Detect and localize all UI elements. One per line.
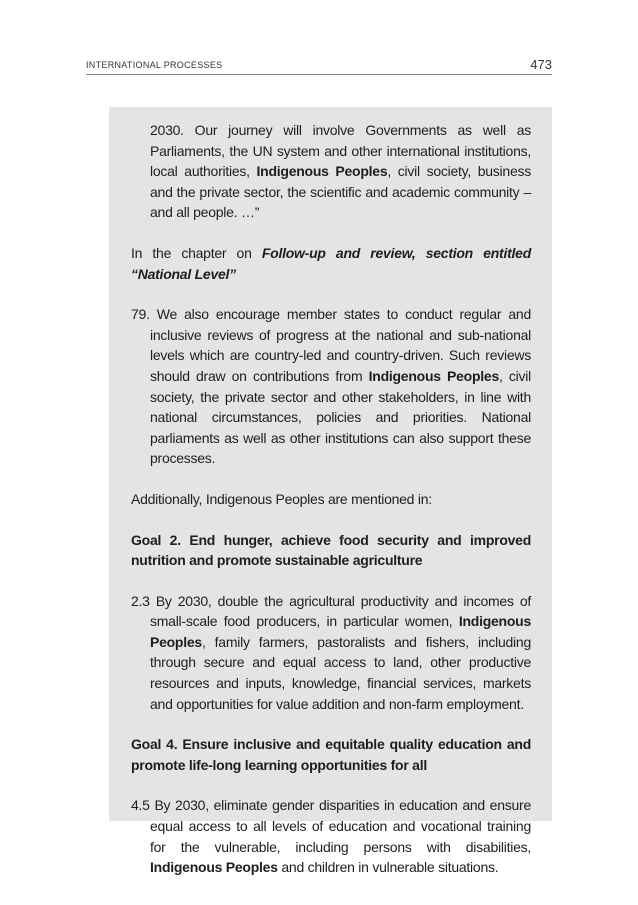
chapter-intro-paragraph [131,243,531,284]
indigenous-peoples-emphasis: Indigenous Peoples [150,613,531,650]
chapter-intro-prefix: In the chapter on [131,244,262,261]
quote-continuation-paragraph [131,120,531,223]
indigenous-peoples-emphasis: Indigenous Peoples [368,367,499,384]
target-4-5-text-1: 4.5 By 2030, eliminate gender disparities in education and ensure equal access to all levels of education and vocational training for the vulnerable, including persons with disabilities, [131,797,531,855]
box-content [131,120,531,878]
additionally-paragraph: Additionally, Indigenous Peoples are mentioned in: [131,490,432,507]
para-79-text-2: , civil society, the private sector and other stakeholders, in line with national circumstances, policies and priorities. National parliaments as well as other institutions can also support these processes. [150,367,531,467]
header-divider [86,74,552,75]
goal-2-heading: Goal 2. End hunger, achieve food security and improved nutrition and promote sustainable agriculture [131,531,531,569]
running-header: INTERNATIONAL PROCESSES [86,60,223,70]
target-2-3-text-1: 2.3 By 2030, double the agricultural productivity and incomes of small-scale food producers, in particular women, [131,592,531,630]
indigenous-peoples-emphasis: Indigenous Peoples [150,859,278,876]
quote-text-2: , civil society, business and the private sector, the scientific and academic community – and all people. …” [150,163,531,221]
page-number: 473 [530,57,552,72]
goal-4-heading: Goal 4. Ensure inclusive and equitable quality education and promote life-long learning opportunities for all [131,736,531,773]
indigenous-peoples-emphasis: Indigenous Peoples [256,163,388,180]
target-2-3-paragraph [131,591,531,715]
chapter-intro-section-title: Follow-up and review, section entitled “National Level” [131,244,531,282]
para-79-text-1: 79. We also encourage member states to conduct regular and inclusive reviews of progress at the national and sub-national levels which are country-led and country-driven. Such reviews should draw on contributions from [131,306,531,384]
quote-text-1: 2030. Our journey will involve Governments as well as Parliaments, the UN system and other international institutions, local authorities, [150,122,531,180]
target-4-5-text-2: and children in vulnerable situations. [277,859,499,876]
paragraph-79 [131,304,531,469]
target-4-5-paragraph [131,795,531,877]
target-2-3-text-2: , family farmers, pastoralists and fishers, including through secure and equal access to land, other productive resources and inputs, knowledge, financial services, markets and opportunities for value addition and non-farm employment. [150,633,531,712]
